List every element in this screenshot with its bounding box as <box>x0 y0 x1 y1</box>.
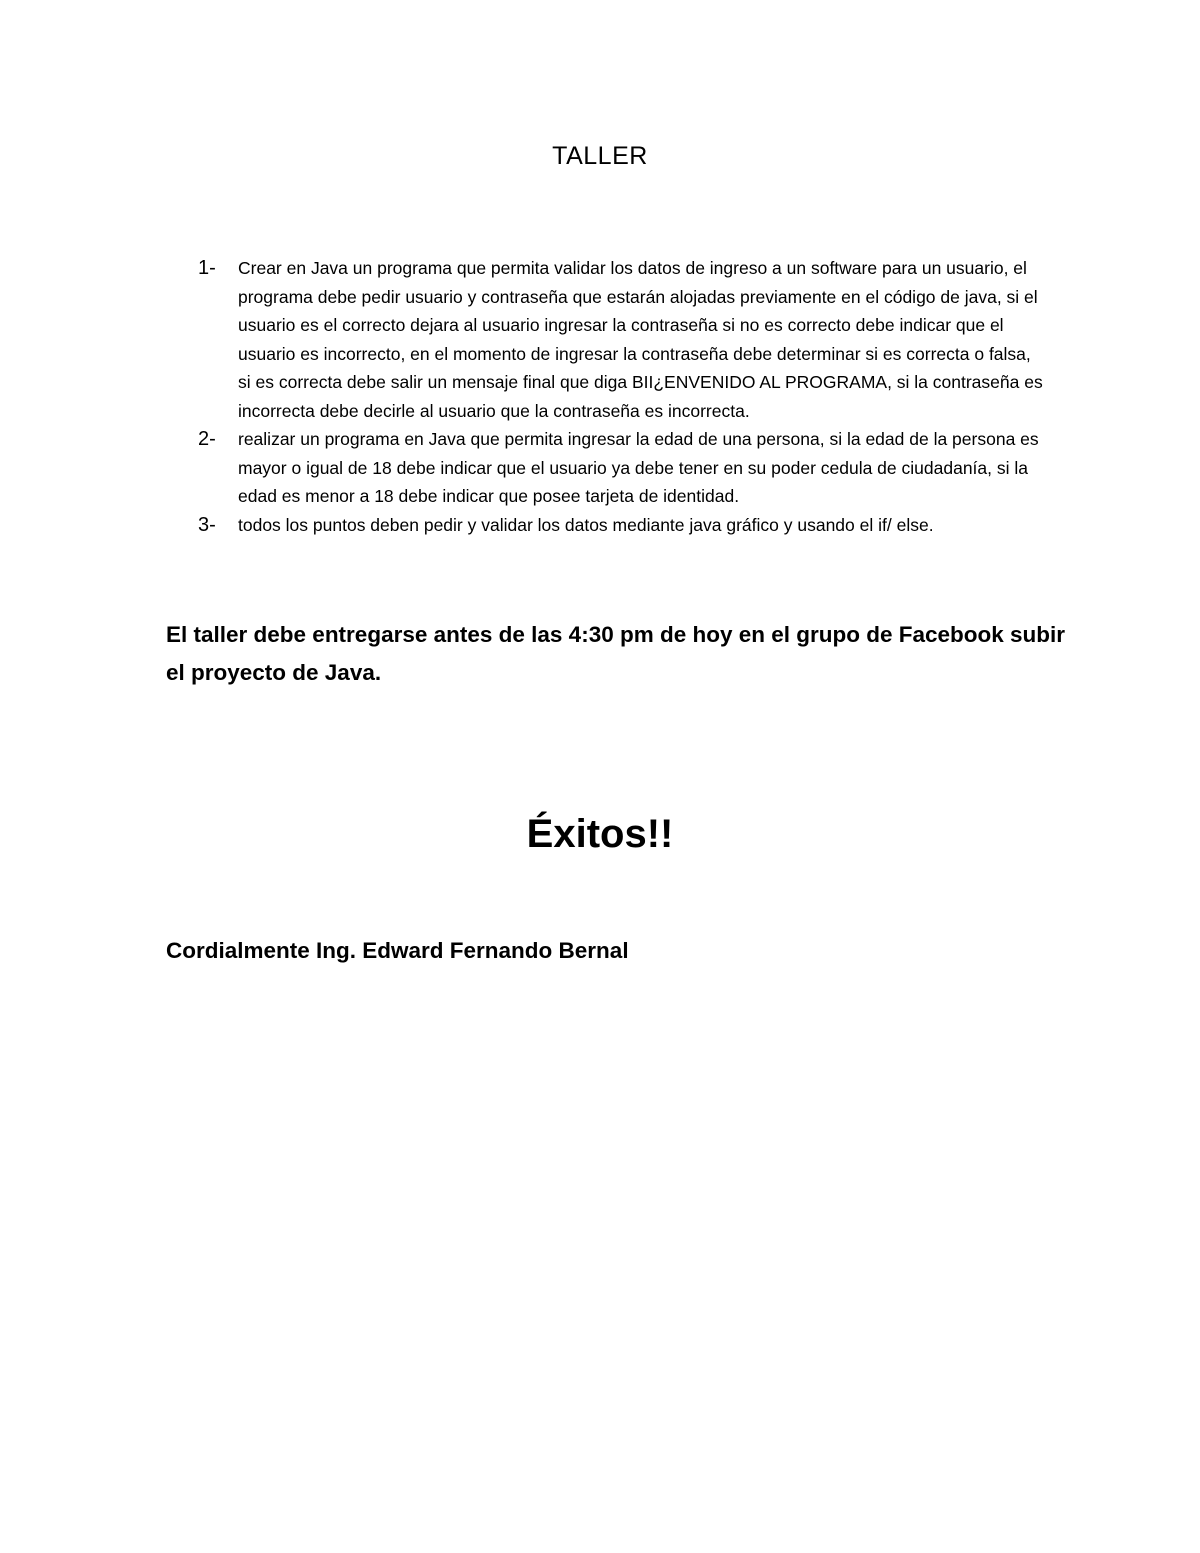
task-list <box>198 254 1048 539</box>
task-item-2 <box>198 425 1048 511</box>
task-number: 1- <box>198 257 216 279</box>
task-number: 2- <box>198 428 216 450</box>
task-text: realizar un programa en Java que permita ingresar la edad de una persona, si la edad de la persona es mayor o igual de 18 debe indicar que el usuario ya debe tener en su poder cedula de ciudadanía, si la edad es menor a 18 debe indicar que posee tarjeta de identidad. <box>238 429 1039 506</box>
task-text: todos los puntos deben pedir y validar los datos mediante java gráfico y usando el if/ else. <box>238 514 934 535</box>
task-text: Crear en Java un programa que permita validar los datos de ingreso a un software para un usuario, el programa debe pedir usuario y contraseña que estarán alojadas previamente en el código de java, si el usuario es el correcto dejara al usuario ingresar la contraseña si no es correcto debe indicar que el usuario es incorrecto, en el momento de ingresar la contraseña debe determinar si es correcta o falsa, si es correcta debe salir un mensaje final que diga BII¿ENVENIDO AL PROGRAMA, si la contraseña es incorrecta debe decirle al usuario que la contraseña es incorrecta. <box>238 258 1043 421</box>
document-title: TALLER <box>552 142 648 170</box>
task-number: 3- <box>198 513 216 536</box>
task-item-1 <box>198 254 1048 425</box>
closing-message: Éxitos!! <box>526 812 674 856</box>
task-item-3 <box>198 511 1048 540</box>
deadline-note: El taller debe entregarse antes de las 4:30 pm de hoy en el grupo de Facebook subir el proyecto de Java. <box>166 622 1066 685</box>
signature: Cordialmente Ing. Edward Fernando Bernal <box>166 938 629 963</box>
